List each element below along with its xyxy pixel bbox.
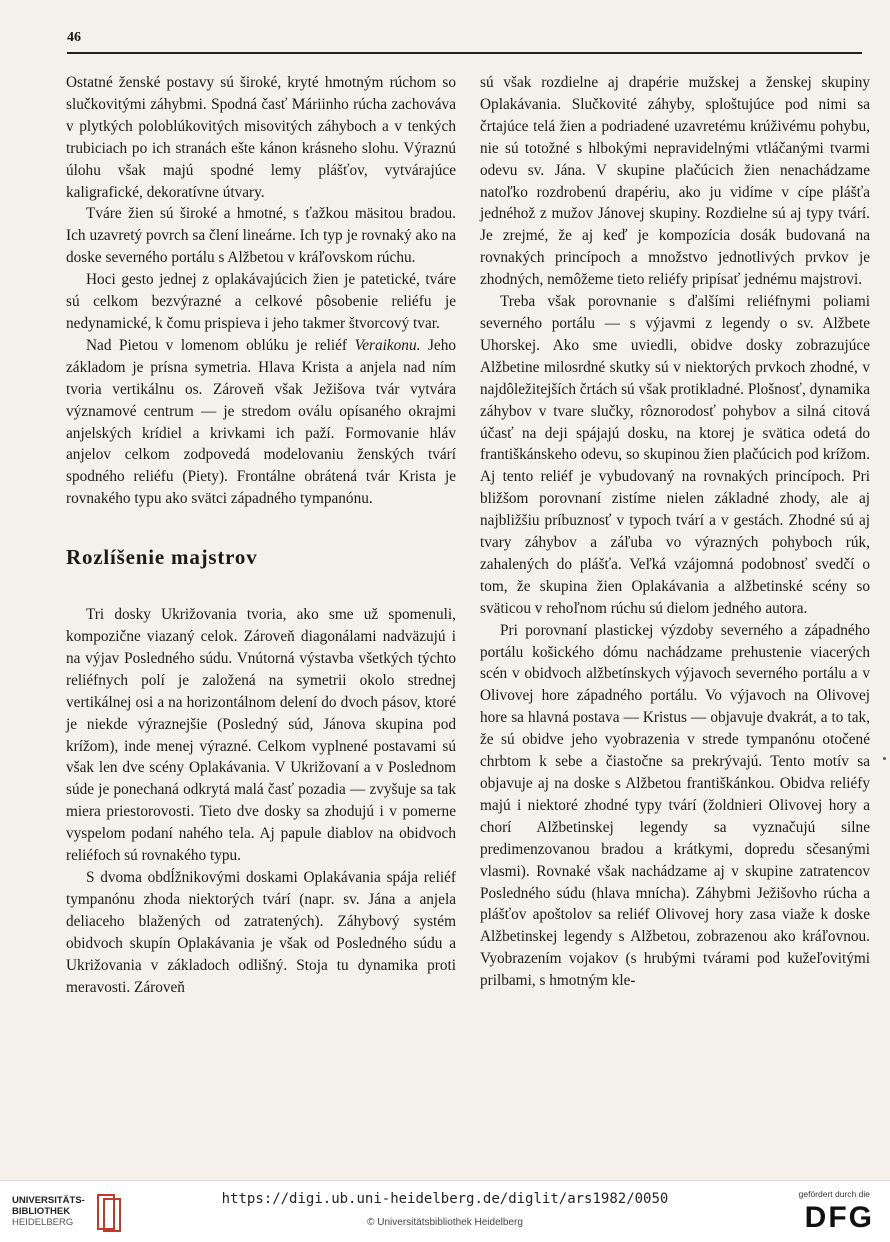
footer-bar [0,1180,890,1242]
institution-line: UNIVERSITÄTS- [12,1195,85,1206]
institution-line: BIBLIOTHEK [12,1206,71,1217]
paragraph: sú však rozdielne aj drapérie mužskej a ženskej skupiny Oplakávania. Slučkovité záhyby, sploštujúce pod nimi sa črtajúce telá žien a podriadené uzavretému krúživému pohybu, nie sú totožné s hlbokými nepravidelnými vtláčanými tvarmi odevu sv. Jána. V skupine plačúcich žien nenachádzame natoľko rozdrobenú drapériu, ako ju vidíme v cípe plášťa jednéhož z mužov Jánovej skupiny. Rozdielne sú aj typy tvárí. Je zrejmé, že aj keď je kompozícia dosák budovaná na rovnakých princípoch a množstvo jednotlivých prvkov je zhodných, nemôžeme tieto reliéfy pripísať jednému majstrovi. [480,74,870,289]
paragraph: Tri dosky Ukrižovania tvoria, ako sme už spomenuli, kompozične viazaný celok. Zároveň diagonálami nadväzujú i na výjav Posledného súdu. Vnútorná výstavba všetkých týchto reliéfnych polí je založená na symetrii okolo strednej vertikálnej osi a na horizontálnom delení do dvoch pásov, ktoré je niekde výraznejšie (Posledný súd, Jánova skupina pod krížom), inde menej výrazné. Celkom vyplnené postavami sú však len dve scény Oplakávania. V Ukrižovaní a v Poslednom súde je ponechaná odkrytá malá časť pozadia — zvyšuje sa tak miera priestorovosti. Tieto dve dosky sa zhodujú i v pomerne vyspelom podaní nahého tela. Aj papule diablov na obidvoch reliéfoch sú rovnakého typu. [66,606,456,865]
section-heading: Rozlíšenie majstrov [66,545,258,570]
text-run: Nad Pietou v lomenom oblúku je reliéf [86,336,355,354]
text-run: Jeho základom je prísna symetria. Hlava Krista a anjela nad ním tvoria vertikálnu os. Zároveň však Ježišova tvár vytvára významové centrum — je stredom oválu opísaného okrajmi anjelských krídiel a krivkami ich paží. Formovanie hláv anjelov celkom zodpovedá modelovaniu ženských tvárí spodného reliéfu (Piety). Frontálne obrátená tvár Krista je rovnakého typu ako svätci západného tympanónu. [66,336,456,508]
paragraph-veraikon [66,335,456,510]
right-column [480,72,870,992]
institution-line: HEIDELBERG [12,1217,74,1228]
funded-by-label: gefördert durch die [798,1189,870,1199]
paragraph: Hoci gesto jednej z oplakávajúcich žien je patetické, tváre sú celkom bezvýrazné a celkové pôsobenie reliéfu je nedynamické, k čomu prispieva i jeho takmer štvorcový tvar. [66,271,456,332]
header-rule [67,52,862,54]
paragraph: Treba však porovnanie s ďalšími reliéfnymi poliami severného portálu — s výjavmi z legendy o sv. Alžbete Uhorskej. Ako sme uviedli, obidve dosky zobrazujúce Alžbetine milosrdné skutky sú v niektorých prvkoch zhodné, v najdôležitejších črtách sú však protikladné. Plošnosť, dynamika záhybov v tvare slučky, rôznorodosť pohybov a silná citová účasť na deji spájajú dosku, na ktorej je svätica odetá do františkánskeho odevu, so skupinou žien plačúcich pod krížom. Aj tento reliéf je vybudovaný na rovnakých princípoch. Pri bližšom porovnaní zistíme nielen základné zhody, ale aj najbližšiu príbuznosť v typoch tvárí a v gestách. Zhodné sú aj tvary záhybov a záľuba vo výrazných pohyboch rúk, zahalených do plášťa. Veľká vzájomná podobnosť svedčí o tom, že skupina žien Oplakávania a alžbetinské scény so sväticou v rehoľnom rúchu sú dielom jedného autora. [480,293,870,617]
scan-speck [883,757,886,760]
copyright-notice: © Universitätsbibliothek Heidelberg [367,1217,523,1228]
page-number: 46 [67,30,81,45]
italic-term: Veraikonu. [354,336,421,354]
paragraph: Pri porovnaní plastickej výzdoby severného a západného portálu košického dómu nachádzame prehustenie viacerých scén v obidvoch alžbetínskych výjavoch severného portálu a v Olivovej hore západného portálu. Vo výjavoch na Olivovej hore sa hlavná postava — Kristus — objavuje dvakrát, a to tak, že sú obidve jeho vyobrazenia v strede tympanónu otočené chrbtom k sebe a čiastočne sa prekrývajú. Tento motív sa objavuje aj na doske s Alžbetou františkánkou. Obidva reliéfy majú i niektoré zhodné typy tvárí (žoldnieri Olivovej hory a chorí Alžbetinskej legendy sa vyznačujú silne predimenzovanou bradou a krátkymi, dopredu sčesanými vlasmi). Rovnaké však nachádzame aj v skupine zatratencov Posledného súdu (hlava mnícha). Záhybmi Ježišovho rúcha a plášťov apoštolov sa reliéf Olivovej hory zasa viaže k doske Alžbetinskej legendy s Alžbetou, zobrazenou ako kráľovnou. Vyobrazením vojakov (s hrubými tvárami pod kužeľovitými prilbami, s hmotným kle- [480,621,870,990]
left-column [66,72,456,998]
paragraph: S dvoma obdĺžnikovými doskami Oplakávania spája reliéf tympanónu zhoda niektorých tvárí (napr. sv. Jána a anjela deliaceho blažených od zatratených). Záhybový systém obidvoch skupín Oplakávania je však od Posledného súdu a Ukrižovania v základoch odlišný. Stoja tu dynamika proti meravosti. Zároveň [66,869,456,996]
source-url-link[interactable]: https://digi.ub.uni-heidelberg.de/diglit/ars1982/0050 [221,1191,669,1207]
paragraph: Tváre žien sú široké a hmotné, s ťažkou mäsitou bradou. Ich uzavretý povrch sa člení lineárne. Ich typ je rovnaký ako na doske severného portálu s Alžbetou v kráľovskom rúchu. [66,205,456,267]
paragraph: Ostatné ženské postavy sú široké, kryté hmotným rúchom so slučkovitými záhybmi. Spodná časť Máriinho rúcha zachováva v plytkých poloblúkovitých misovitých záhyboch a v tenkých trubiciach po ich stranách ešte kánon krásneho slohu. Výraznú úlohu však majú spodné lemy plášťov, vytvárajúce kaligrafické, dekoratívne útvary. [66,74,456,201]
dfg-logo: DFG [804,1201,874,1234]
